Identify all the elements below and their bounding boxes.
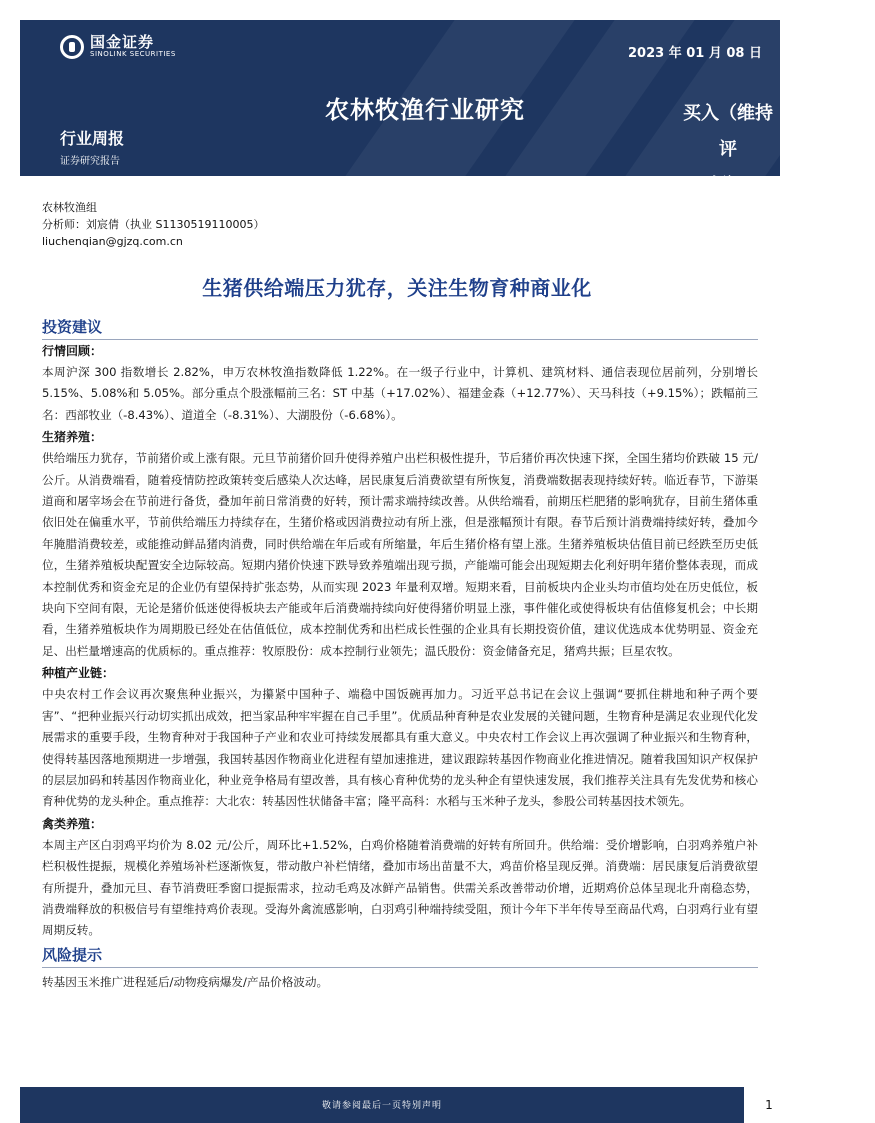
planting-heading: 种植产业链： <box>42 666 115 681</box>
rating <box>678 96 778 204</box>
market-review-heading: 行情回顾： <box>42 344 103 358</box>
report-title: 生猪供给端压力犹存，关注生物育种商业化 <box>202 276 592 300</box>
report-header-banner <box>20 20 780 196</box>
industry-title: 农林牧渔行业研究 <box>325 96 525 124</box>
hog-heading: 生猪养殖： <box>42 430 103 445</box>
risk-text: 转基因玉米推广进程延后/动物疫病爆发/产品价格波动。 <box>42 974 329 989</box>
hog-text: 供给端压力犹存，节前猪价或上涨有限。元旦节前猪价回升使得养殖户出栏积极性提升，节后猪价再次快速下探，全国生猪均价跌破 15 元/公斤。从消费端看，随着疫情防控政策转变后感染人次达峰，居民康复后消费欲望有所恢复，消费端数据表现持续好转。临近春节，下游渠道商和屠宰场会在节前进行备货，叠加年前日常消费的好转，预计需求端持续改善。从供给端看，前期压栏肥猪的影响犹存，目前生猪体重依旧处在偏重水平，节前供给端压力持续存在，生猪价格或因消费拉动有所上涨，但是涨幅预计有限。春节后预计消费端持续好转，叠加今年腌腊消费较差，或能推动鲜品猪肉消费，同时供给端在年后或有所缩量，年后生猪价格有望上涨。生猪养殖板块估值目前已经跌至历史低位，生猪养殖板块配置安全边际较高。短期内猪价快速下跌导致养殖端出现亏损，产能端可能会出现短期去化利好明年猪价整体表现，而成本控制优秀和资金充足的企业仍有望保持扩张态势，从而实现 2023 年量利双增。短期来看，目前板块内企业头均市值均处在历史低位，板块向下空间有限，无论是猪价低迷使得板块去产能或年后消费端持续向好使得猪价明显上涨，事件催化或使得板块有估值修复机会；中长期看，生猪养殖板块作为周期股已经处在估值低位，成本控制优秀和出栏成长性强的企业具有长期投资价值，建议优选成本优势明显、资金充足、出栏量增速高的优质标的。重点推荐：牧原股份：成本控制行业领先；温氏股份：资金储备充足，猪鸡共振；巨星农牧。 <box>42 451 758 658</box>
investment-section <box>42 316 758 993</box>
risk-heading: 风险提示 <box>42 944 758 968</box>
rating-line-2: 级） <box>710 175 746 196</box>
planting-text: 中央农村工作会议再次聚焦种业振兴，为攥紧中国种子、端稳中国饭碗再加力。习近平总书记在会议上强调“要抓住耕地和种子两个要害”、“把种业振兴行动切实抓出成效，把当家品种牢牢握在自己手里”。优质品种育种是农业发展的关键问题，生物育种是满足农业现代化发展需求的重要手段，生物育种对于我国种子产业和农业可持续发展都具有重大意义。中央农村工作会议上再次强调了种业振兴和生物育种，使得转基因落地预期进一步增强，我国转基因作物商业化进程有望加速推进，建议跟踪转基因作物商业化推进情况。随着我国知识产权保护的层层加码和转基因作物商业化，种业竞争格局有望改善，具有核心育种优势的龙头种企有望快速发展，我们推荐关注具有先发优势和核心育种优势的龙头种企。重点推荐：大北农：转基因性状储备丰富；隆平高科：水稻与玉米种子龙头，参股公司转基因技术领先。 <box>42 687 758 809</box>
analyst-group: 农林牧渔组 <box>42 201 97 214</box>
analyst-info <box>42 199 264 250</box>
poultry-heading: 禽类养殖： <box>42 816 103 831</box>
analyst-name: 分析师：刘宸倩（执业 S1130519110005） <box>42 218 265 231</box>
analyst-email: liuchenqian@gjzq.com.cn <box>42 235 183 248</box>
logo-chinese-name: 国金证券 <box>90 33 155 51</box>
rating-line-1: 买入（维持评 <box>683 103 773 160</box>
company-logo <box>60 34 176 59</box>
logo-icon <box>60 35 84 59</box>
report-subtype: 证券研究报告 <box>60 156 120 167</box>
footer-disclaimer: 敬请参阅最后一页特别声明 <box>321 1101 442 1111</box>
report-date: 2023 年 01 月 08 日 <box>628 46 762 61</box>
poultry-text: 本周主产区白羽鸡平均价为 8.02 元/公斤，周环比+1.52%，白鸡价格随着消费端的好转有所回升。供给端：受价增影响，白羽鸡养殖户补栏积极性提振，规模化养殖场补栏逐渐恢复，带动散户补栏情绪，叠加市场出苗量不大，鸡苗价格呈现反弹。消费端：居民康复后消费欲望有所提升，叠加元旦、春节消费旺季窗口提振需求，拉动毛鸡及冰鲜产品销售。供需关系改善带动价增，近期鸡价总体呈现北升南稳态势，消费端释放的积极信号有望维持鸡价表现。受海外禽流感影响，白羽鸡引种端持续受阻，预计今年下半年传导至商品代鸡，白羽鸡行业有望周期反转。 <box>42 837 758 938</box>
investment-heading: 投资建议 <box>42 316 758 340</box>
footer-bar <box>20 1087 744 1123</box>
page-number: 1 <box>765 1098 773 1112</box>
report-type: 行业周报 <box>60 129 125 148</box>
market-review-text: 本周沪深 300 指数增长 2.82%，申万农林牧渔指数降低 1.22%。在一级子行业中，计算机、建筑材料、通信表现位居前列，分别增长 5.15%、5.08%和 5.05%。部分重点个股涨幅前三名：ST 中基（+17.02%）、福建金森（+12.77%）、天马科技（+9.15%）；跌幅前三名：西部牧业（-8.43%）、道道全（-8.31%）、大湖股份（-6.68%）。 <box>42 365 758 422</box>
logo-english-name: SINOLINK SECURITIES <box>90 50 176 58</box>
